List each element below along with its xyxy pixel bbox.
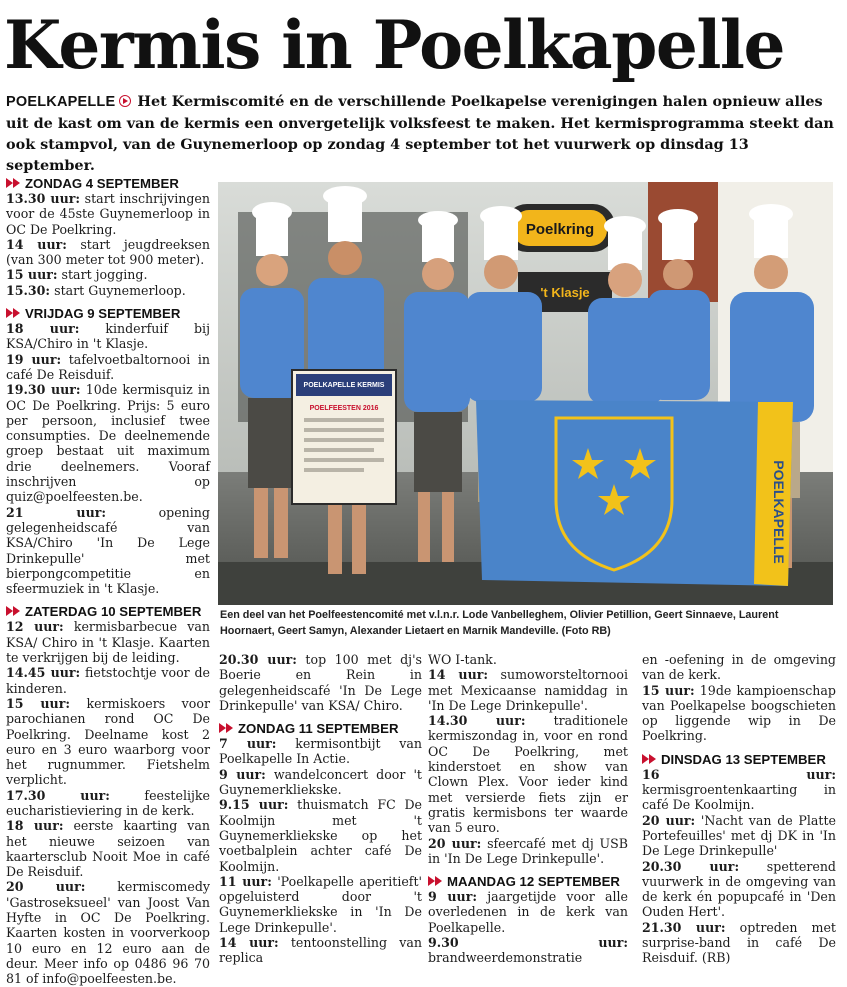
day-marker-icon bbox=[428, 876, 443, 887]
flag-text: POELKAPELLE bbox=[771, 460, 787, 564]
program-item-time: 19 uur: bbox=[6, 351, 62, 367]
program-item-time: 15 uur: bbox=[642, 682, 695, 698]
program-item-text: sumoworsteltornooi met Mexicaanse namiddag in 'In De Lege Drinkepulle'. bbox=[428, 667, 628, 713]
program-item bbox=[219, 797, 422, 873]
program-item-time: 14 uur: bbox=[6, 236, 67, 252]
photo-caption: Een deel van het Poelfeestencomité met v.l.n.r. Lode Vanbelleghem, Olivier Petillion, Geert Sinnaeve, Laurent Hoornaert, Geert Samyn, Alexander Lietaert en Marnik Mandeville. (Foto RB) bbox=[220, 609, 779, 637]
program-item-text: feestelijke eucharistieviering in de kerk. bbox=[6, 787, 210, 818]
program-item-text: kermisbarbecue van KSA/ Chiro in 't Klasje. Kaarten te verkrijgen bij de leiding. bbox=[6, 619, 210, 666]
day-heading-dinsdag-13: DINSDAG 13 SEPTEMBER bbox=[642, 752, 836, 767]
program-item bbox=[6, 696, 210, 788]
program-item bbox=[6, 788, 210, 819]
program-column-1 bbox=[6, 176, 210, 987]
program-item-time: 15 uur: bbox=[6, 267, 58, 283]
program-item-text: kermiscomedy 'Gastroseksueel' van Joost Van Hyfte in OC De Poelkring. Kaarten kosten in voorverkoop 10 euro en 12 euro aan de deur. Meer info op 0486 96 70 81 of info@poelfeesten.be. bbox=[6, 879, 210, 987]
program-item bbox=[6, 665, 210, 696]
program-item-time: 9.30 uur: bbox=[428, 935, 628, 951]
program-item bbox=[6, 283, 210, 298]
day-list-zaterdag-10 bbox=[6, 619, 210, 986]
program-item-time: 14 uur: bbox=[428, 667, 489, 683]
program-item-text: 'Nacht van de Platte Portefeuilles' met dj DK in 'In De Lege Drinkepulle' bbox=[642, 812, 836, 859]
poster bbox=[292, 370, 396, 504]
sign-klasje-text: 't Klasje bbox=[540, 285, 590, 300]
program-item-time: 12 uur: bbox=[6, 619, 64, 635]
program-item-text: start Guynemerloop. bbox=[54, 282, 186, 298]
program-item-time: 18 uur: bbox=[6, 818, 64, 834]
day-list-dinsdag-13 bbox=[642, 767, 836, 966]
program-item-text: start jogging. bbox=[61, 267, 148, 283]
program-item-text: wandelconcert door 't Guynemerkliekske. bbox=[219, 766, 422, 798]
program-item-text: eerste kaarting van het nieuwe seizoen van kaartersclub Nooit Moe in café De Reisduif. bbox=[6, 818, 210, 880]
program-column-2 bbox=[219, 652, 422, 966]
program-item-text: kermisgroentenkaarting in café De Koolmijn. bbox=[642, 782, 836, 813]
program-item bbox=[219, 652, 422, 713]
program-item-time: 9.15 uur: bbox=[219, 797, 289, 813]
program-item bbox=[219, 874, 422, 935]
program-item-text: kermisontbijt van Poelkapelle In Actie. bbox=[219, 736, 422, 767]
program-item-time: 20.30 uur: bbox=[642, 858, 740, 874]
program-item-time: 9 uur: bbox=[428, 889, 477, 905]
program-item-time: 20.30 uur: bbox=[219, 652, 297, 667]
program-item-time: 17.30 uur: bbox=[6, 787, 110, 803]
program-item bbox=[428, 713, 628, 835]
day-marker-icon bbox=[6, 178, 21, 189]
program-item bbox=[6, 619, 210, 665]
program-item-time: 21.30 uur: bbox=[642, 919, 726, 935]
program-item-time: 14 uur: bbox=[219, 935, 279, 951]
program-item-text: thuismatch FC De Koolmijn met 't Guynemerkliekske op het voetbalplein achter café De Koolmijn. bbox=[219, 797, 422, 874]
program-item-time: 13.30 uur: bbox=[6, 191, 81, 206]
program-item bbox=[6, 191, 210, 237]
day-heading-zondag-11: ZONDAG 11 SEPTEMBER bbox=[219, 721, 422, 736]
program-column-4 bbox=[642, 652, 836, 966]
program-item-text: kermiskoers voor parochianen rond OC De Poelkring. Deelname kost 2 euro en 3 euro waarborg voor het rugnummer. Fietshelm verplicht. bbox=[6, 695, 210, 788]
program-item-time: 9 uur: bbox=[219, 766, 266, 782]
program-item-text: tafelvoetbaltornooi in café De Reisduif. bbox=[6, 351, 210, 382]
day-list-zondag-11-cont bbox=[428, 652, 628, 866]
program-item-text: 19de kampioenschap van Poelkapelse boogschieten op liggende wip in De Poelkring. bbox=[642, 682, 836, 744]
program-item bbox=[6, 267, 210, 282]
program-item-time: 11 uur: bbox=[219, 873, 272, 889]
program-item bbox=[6, 321, 210, 352]
program-item bbox=[6, 505, 210, 597]
program-item-time: 19.30 uur: bbox=[6, 382, 81, 398]
poster-subtitle: POELFEESTEN 2016 bbox=[309, 405, 379, 412]
program-item bbox=[642, 652, 836, 683]
kicker-arrow-icon bbox=[119, 95, 131, 107]
intro-paragraph bbox=[6, 91, 838, 176]
program-item bbox=[6, 237, 210, 268]
intro-text: Het Kermiscomité en de verschillende Poelkapelse verenigingen halen opnieuw alles uit de kast om van de kermis een onvergetelijk volksfeest te maken. Het kermisprogramma steekt dan ook stampvol, van de Guynemerloop op zondag 4 september tot het vuurwerk op dinsdag 13 september. bbox=[6, 93, 834, 174]
program-item-text: fietstochtje voor de kinderen. bbox=[6, 665, 210, 696]
day-list-zondag-4 bbox=[6, 191, 210, 298]
program-item-time: 20 uur: bbox=[428, 835, 482, 851]
day-marker-icon bbox=[219, 723, 234, 734]
program-item-text: traditionele kermiszondag in, voor en rond OC De Poelkring, met kinderstoet en show van Clown Plex. Voor ieder kind met versierde fiets zijn er gratis kermisbons ter waarde van 5 euro. bbox=[428, 713, 628, 836]
program-item-text: spetterend vuurwerk in de omgeving van de kerk én popupcafé in 'Den Ouden Hert'. bbox=[642, 858, 836, 920]
program-item-text: kinderfuif bij KSA/Chiro in 't Klasje. bbox=[6, 321, 210, 352]
program-item bbox=[428, 889, 628, 935]
day-heading-zaterdag-10: ZATERDAG 10 SEPTEMBER bbox=[6, 604, 210, 619]
program-item-text: brandweerdemonstratie bbox=[428, 950, 583, 966]
program-item bbox=[428, 836, 628, 867]
day-heading-zondag-4: ZONDAG 4 SEPTEMBER bbox=[6, 176, 210, 191]
program-item-time: 14.30 uur: bbox=[428, 713, 526, 729]
day-heading-vrijdag-9: VRIJDAG 9 SEPTEMBER bbox=[6, 306, 210, 321]
program-item bbox=[6, 382, 210, 504]
program-item bbox=[642, 920, 836, 966]
group-photo-illustration bbox=[218, 182, 833, 605]
program-item-text: start inschrijvingen voor de 45ste Guynemerloop in OC De Poelkring. bbox=[6, 191, 210, 237]
day-list-zondag-11 bbox=[219, 736, 422, 965]
program-item-time: 20 uur: bbox=[642, 812, 696, 828]
program-item bbox=[6, 352, 210, 383]
program-item-text: sfeercafé met dj USB in 'In De Lege Drinkepulle'. bbox=[428, 835, 629, 866]
program-item-time: 7 uur: bbox=[219, 736, 277, 752]
day-list-vrijdag-9 bbox=[6, 321, 210, 596]
program-item-text: WO I-tank. bbox=[428, 652, 497, 667]
program-item-text: tentoonstelling van replica bbox=[219, 935, 422, 966]
program-item bbox=[428, 935, 628, 966]
program-item bbox=[6, 879, 210, 986]
day-heading-maandag-12: MAANDAG 12 SEPTEMBER bbox=[428, 874, 628, 889]
program-item-text: 10de kermisquiz in OC De Poelkring. Prijs: 5 euro per persoon, inclusief twee consumpties. De deelnemende groep bestaat uit maximum drie deelnemers. Vooraf inschrijven op quiz@poelfeesten.be. bbox=[6, 382, 210, 505]
program-item bbox=[642, 767, 836, 813]
program-item-text: top 100 met dj's Boerie en Rein in gelegenheidscafé 'In De Lege Drinkepulle' van KSA/ Chiro. bbox=[219, 652, 422, 713]
program-item-text: 'Poelkapelle aperitieft' opgeluisterd door 't Guynemerkliekske in 'In De Lege Drinkepulle'. bbox=[219, 873, 422, 935]
program-item-text: jaargetijde voor alle overledenen in de kerk van Poelkapelle. bbox=[428, 889, 628, 935]
day-list-maandag-12-cont bbox=[642, 652, 836, 744]
sign-poelkring-text: Poelkring bbox=[525, 221, 595, 238]
program-item bbox=[6, 818, 210, 879]
program-item bbox=[219, 767, 422, 798]
program-item-time: 15 uur: bbox=[6, 695, 70, 711]
program-item bbox=[642, 683, 836, 744]
program-item-text: opening gelegenheidscafé van KSA/Chiro 'In De Lege Drinkepulle' met bierpongcompetitie en sfeermuziek in 't Klasje. bbox=[6, 504, 210, 597]
program-item bbox=[642, 813, 836, 859]
day-marker-icon bbox=[642, 754, 657, 765]
program-item-time: 14.45 uur: bbox=[6, 665, 81, 681]
headline: Kermis in Poelkapelle bbox=[4, 6, 784, 84]
program-item-time: 18 uur: bbox=[6, 321, 80, 337]
day-marker-icon bbox=[6, 308, 21, 319]
program-item bbox=[642, 859, 836, 920]
day-list-zaterdag-10-cont bbox=[219, 652, 422, 713]
program-column-3 bbox=[428, 652, 628, 966]
program-item bbox=[428, 667, 628, 713]
program-item-time: 15.30: bbox=[6, 282, 51, 298]
program-item-time: 21 uur: bbox=[6, 504, 107, 520]
day-marker-icon bbox=[6, 606, 21, 617]
poelkapelle-flag bbox=[476, 400, 793, 586]
program-item-time: 16 uur: bbox=[642, 766, 836, 782]
group-photo bbox=[218, 182, 833, 605]
kicker-location: POELKAPELLE bbox=[6, 94, 116, 110]
program-item-text: optreden met surprise-band in café De Reisduif. (RB) bbox=[642, 919, 836, 966]
program-item-time: 20 uur: bbox=[6, 879, 86, 895]
program-item bbox=[428, 652, 628, 667]
program-item-text: en -oefening in de omgeving van de kerk. bbox=[642, 652, 836, 683]
program-item-text: start jeugdreeksen (van 300 meter tot 900 meter). bbox=[6, 236, 210, 268]
program-item bbox=[219, 736, 422, 767]
day-list-maandag-12 bbox=[428, 889, 628, 965]
program-item bbox=[219, 935, 422, 966]
poster-title: POELKAPELLE KERMIS bbox=[303, 382, 385, 389]
